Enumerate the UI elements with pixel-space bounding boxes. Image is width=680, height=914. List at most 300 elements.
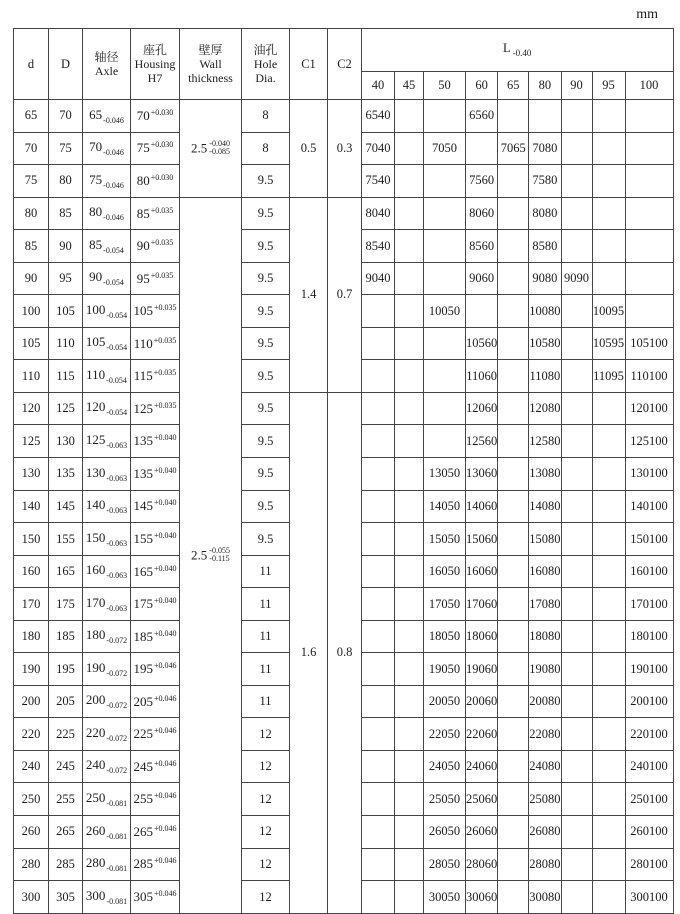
housing-value: 75 <box>136 140 150 156</box>
cell-L-90 <box>561 848 592 881</box>
cell-D: 255 <box>49 783 83 816</box>
cell-D: 145 <box>49 490 83 523</box>
cell-axle <box>83 230 131 263</box>
cell-L-50 <box>424 262 466 295</box>
cell-L-40: 8540 <box>362 230 395 263</box>
header-hole <box>242 29 290 100</box>
wall-value: 2.5 <box>191 140 208 156</box>
wall-tolerance-upper: -0.055 <box>209 545 230 555</box>
cell-D: 90 <box>49 230 83 263</box>
cell-L-90 <box>561 327 592 360</box>
cell-hole-dia: 11 <box>242 685 290 718</box>
cell-L-60: 28060 <box>466 848 498 881</box>
cell-L-95 <box>592 685 625 718</box>
cell-L-80: 7080 <box>529 132 561 165</box>
cell-L-80: 10080 <box>529 295 561 328</box>
housing-tolerance: +0.046 <box>153 693 177 703</box>
cell-L-65 <box>498 881 529 914</box>
cell-L-50: 16050 <box>424 555 466 588</box>
cell-d: 110 <box>14 360 49 393</box>
cell-L-60: 8060 <box>466 197 498 230</box>
header-L-col-50: 50 <box>424 72 466 100</box>
cell-L-50: 24050 <box>424 750 466 783</box>
cell-housing <box>131 816 180 849</box>
cell-housing <box>131 653 180 686</box>
cell-L-50: 15050 <box>424 523 466 556</box>
cell-wall-thickness <box>180 100 242 198</box>
cell-L-65 <box>498 718 529 751</box>
header-hole-zh: 油孔 <box>253 42 278 57</box>
housing-value: 70 <box>136 107 150 123</box>
cell-L-40 <box>362 360 395 393</box>
cell-L-90 <box>561 360 592 393</box>
housing-value: 245 <box>133 758 153 774</box>
cell-L-90 <box>561 881 592 914</box>
axle-value: 240 <box>85 757 106 773</box>
housing-tolerance: +0.035 <box>150 270 174 280</box>
cell-d: 300 <box>14 881 49 914</box>
axle-value: 170 <box>85 594 106 610</box>
cell-d: 130 <box>14 458 49 491</box>
wall-value: 2.5 <box>191 547 208 563</box>
cell-housing <box>131 100 180 133</box>
cell-housing <box>131 750 180 783</box>
cell-axle <box>83 588 131 621</box>
housing-value: 115 <box>133 368 153 384</box>
cell-hole-dia: 12 <box>242 750 290 783</box>
housing-value: 110 <box>133 335 153 351</box>
cell-L-50: 13050 <box>424 458 466 491</box>
header-D: D <box>49 29 83 100</box>
cell-L-40 <box>362 555 395 588</box>
cell-L-40 <box>362 653 395 686</box>
axle-value: 130 <box>85 464 106 480</box>
header-axle-zh: 轴径 <box>94 49 119 64</box>
cell-D: 130 <box>49 425 83 458</box>
cell-L-60: 25060 <box>466 783 498 816</box>
cell-D: 285 <box>49 848 83 881</box>
cell-hole-dia: 12 <box>242 783 290 816</box>
cell-L-100 <box>625 230 673 263</box>
cell-L-50 <box>424 327 466 360</box>
cell-housing <box>131 425 180 458</box>
cell-L-95 <box>592 750 625 783</box>
cell-L-45 <box>395 881 424 914</box>
cell-d: 80 <box>14 197 49 230</box>
cell-L-50: 22050 <box>424 718 466 751</box>
cell-L-95 <box>592 425 625 458</box>
cell-L-65 <box>498 848 529 881</box>
axle-value: 75 <box>89 171 103 187</box>
cell-axle <box>83 295 131 328</box>
cell-L-90 <box>561 392 592 425</box>
cell-L-45 <box>395 392 424 425</box>
cell-hole-dia: 12 <box>242 848 290 881</box>
housing-tolerance: +0.035 <box>150 205 174 215</box>
cell-L-95 <box>592 555 625 588</box>
cell-L-45 <box>395 718 424 751</box>
cell-D: 155 <box>49 523 83 556</box>
cell-d: 100 <box>14 295 49 328</box>
cell-L-100: 160100 <box>625 555 673 588</box>
cell-L-80: 15080 <box>529 523 561 556</box>
axle-value: 280 <box>85 855 106 871</box>
header-c2: C2 <box>328 29 362 100</box>
cell-L-40 <box>362 588 395 621</box>
cell-L-80: 30080 <box>529 881 561 914</box>
cell-L-100: 250100 <box>625 783 673 816</box>
axle-tolerance: -0.063 <box>106 473 128 483</box>
cell-L-90 <box>561 165 592 198</box>
header-L-col-90: 90 <box>561 72 592 100</box>
cell-L-65: 7065 <box>498 132 529 165</box>
cell-L-60: 11060 <box>466 360 498 393</box>
housing-value: 305 <box>133 889 153 905</box>
cell-L-100: 150100 <box>625 523 673 556</box>
housing-tolerance: +0.046 <box>153 889 177 899</box>
cell-L-80: 11080 <box>529 360 561 393</box>
cell-housing <box>131 490 180 523</box>
cell-hole-dia: 8 <box>242 100 290 133</box>
cell-L-95 <box>592 653 625 686</box>
cell-L-50: 10050 <box>424 295 466 328</box>
axle-value: 125 <box>85 432 106 448</box>
wall-tolerance <box>209 547 230 564</box>
axle-tolerance: -0.063 <box>106 441 128 451</box>
cell-axle <box>83 425 131 458</box>
cell-L-40 <box>362 620 395 653</box>
cell-L-100: 190100 <box>625 653 673 686</box>
cell-L-80: 10580 <box>529 327 561 360</box>
cell-axle <box>83 392 131 425</box>
cell-axle <box>83 132 131 165</box>
housing-value: 255 <box>133 791 153 807</box>
cell-L-45 <box>395 555 424 588</box>
cell-L-65 <box>498 230 529 263</box>
cell-L-60: 9060 <box>466 262 498 295</box>
cell-D: 195 <box>49 653 83 686</box>
axle-value: 250 <box>85 790 106 806</box>
cell-L-100: 300100 <box>625 881 673 914</box>
cell-L-45 <box>395 816 424 849</box>
cell-d: 220 <box>14 718 49 751</box>
cell-L-45 <box>395 490 424 523</box>
cell-d: 250 <box>14 783 49 816</box>
axle-tolerance: -0.072 <box>106 668 128 678</box>
cell-L-65 <box>498 262 529 295</box>
cell-d: 75 <box>14 165 49 198</box>
cell-D: 225 <box>49 718 83 751</box>
axle-value: 100 <box>85 301 106 317</box>
header-wall-en2: thickness <box>188 71 233 86</box>
axle-tolerance: -0.054 <box>103 278 124 288</box>
wall-tolerance-lower: -0.115 <box>209 554 230 564</box>
cell-L-65 <box>498 653 529 686</box>
cell-L-45 <box>395 458 424 491</box>
cell-hole-dia: 11 <box>242 653 290 686</box>
axle-value: 90 <box>89 269 103 285</box>
cell-L-50: 7050 <box>424 132 466 165</box>
axle-tolerance: -0.054 <box>106 408 128 418</box>
header-axle-en: Axle <box>94 64 119 78</box>
cell-L-40 <box>362 685 395 718</box>
cell-d: 190 <box>14 653 49 686</box>
cell-L-80: 16080 <box>529 555 561 588</box>
housing-tolerance: +0.030 <box>150 172 174 182</box>
cell-L-40 <box>362 295 395 328</box>
cell-L-100: 130100 <box>625 458 673 491</box>
cell-L-45 <box>395 327 424 360</box>
cell-D: 125 <box>49 392 83 425</box>
cell-L-95 <box>592 132 625 165</box>
cell-L-90 <box>561 523 592 556</box>
cell-L-50 <box>424 392 466 425</box>
cell-c2: 0.8 <box>328 392 362 913</box>
cell-axle <box>83 816 131 849</box>
cell-L-40 <box>362 425 395 458</box>
cell-L-80: 12580 <box>529 425 561 458</box>
cell-L-100: 240100 <box>625 750 673 783</box>
axle-tolerance: -0.072 <box>106 636 128 646</box>
cell-D: 115 <box>49 360 83 393</box>
cell-c1: 0.5 <box>290 100 328 198</box>
cell-L-90 <box>561 685 592 718</box>
cell-D: 110 <box>49 327 83 360</box>
cell-c1: 1.4 <box>290 197 328 392</box>
housing-value: 165 <box>133 563 153 579</box>
axle-tolerance: -0.081 <box>106 799 128 809</box>
housing-tolerance: +0.035 <box>153 303 177 313</box>
axle-value: 80 <box>89 204 103 220</box>
axle-tolerance: -0.054 <box>106 343 128 353</box>
cell-L-100: 120100 <box>625 392 673 425</box>
cell-axle <box>83 458 131 491</box>
cell-L-60: 19060 <box>466 653 498 686</box>
cell-L-65 <box>498 685 529 718</box>
axle-tolerance: -0.072 <box>106 766 128 776</box>
cell-L-40 <box>362 816 395 849</box>
header-L-col-40: 40 <box>362 72 395 100</box>
cell-L-80: 12080 <box>529 392 561 425</box>
cell-D: 245 <box>49 750 83 783</box>
header-housing-en: Housing <box>134 56 176 71</box>
cell-L-40 <box>362 490 395 523</box>
cell-L-95 <box>592 588 625 621</box>
cell-housing <box>131 588 180 621</box>
cell-housing <box>131 360 180 393</box>
cell-axle <box>83 881 131 914</box>
cell-D: 105 <box>49 295 83 328</box>
housing-value: 265 <box>133 823 153 839</box>
cell-housing <box>131 685 180 718</box>
cell-axle <box>83 360 131 393</box>
cell-L-45 <box>395 360 424 393</box>
axle-tolerance: -0.072 <box>106 733 128 743</box>
unit-label: mm <box>636 7 658 22</box>
cell-L-50: 20050 <box>424 685 466 718</box>
cell-hole-dia: 9.5 <box>242 425 290 458</box>
cell-L-95 <box>592 881 625 914</box>
axle-value: 140 <box>85 497 106 513</box>
cell-L-45 <box>395 653 424 686</box>
cell-L-60: 16060 <box>466 555 498 588</box>
housing-tolerance: +0.040 <box>153 498 177 508</box>
cell-L-65 <box>498 165 529 198</box>
axle-tolerance: -0.046 <box>103 213 124 223</box>
cell-d: 160 <box>14 555 49 588</box>
cell-d: 65 <box>14 100 49 133</box>
cell-hole-dia: 12 <box>242 881 290 914</box>
cell-L-65 <box>498 360 529 393</box>
cell-L-100: 180100 <box>625 620 673 653</box>
table-row <box>14 197 674 230</box>
cell-L-45 <box>395 165 424 198</box>
cell-housing <box>131 165 180 198</box>
axle-tolerance: -0.054 <box>103 245 124 255</box>
housing-value: 175 <box>133 596 153 612</box>
cell-L-45 <box>395 685 424 718</box>
axle-tolerance: -0.081 <box>106 896 128 906</box>
cell-hole-dia: 11 <box>242 588 290 621</box>
cell-L-40 <box>362 718 395 751</box>
housing-tolerance: +0.046 <box>153 726 177 736</box>
cell-L-80: 13080 <box>529 458 561 491</box>
cell-axle <box>83 197 131 230</box>
housing-tolerance: +0.046 <box>153 791 177 801</box>
table-row <box>14 392 674 425</box>
cell-hole-dia: 9.5 <box>242 327 290 360</box>
cell-L-45 <box>395 230 424 263</box>
cell-L-45 <box>395 588 424 621</box>
axle-tolerance: -0.063 <box>106 538 128 548</box>
cell-L-95 <box>592 718 625 751</box>
cell-d: 90 <box>14 262 49 295</box>
cell-L-100 <box>625 295 673 328</box>
cell-L-100: 170100 <box>625 588 673 621</box>
cell-L-80: 8580 <box>529 230 561 263</box>
cell-L-65 <box>498 327 529 360</box>
header-d: d <box>14 29 49 100</box>
cell-L-40: 7540 <box>362 165 395 198</box>
cell-L-50: 26050 <box>424 816 466 849</box>
cell-c1: 1.6 <box>290 392 328 913</box>
cell-housing <box>131 848 180 881</box>
cell-hole-dia: 9.5 <box>242 490 290 523</box>
cell-L-60: 12060 <box>466 392 498 425</box>
cell-axle <box>83 100 131 133</box>
cell-D: 305 <box>49 881 83 914</box>
cell-L-90 <box>561 100 592 133</box>
cell-L-80: 14080 <box>529 490 561 523</box>
cell-L-80: 9080 <box>529 262 561 295</box>
cell-L-50 <box>424 230 466 263</box>
housing-tolerance: +0.040 <box>153 433 177 443</box>
axle-value: 120 <box>85 399 106 415</box>
cell-d: 70 <box>14 132 49 165</box>
cell-L-40 <box>362 458 395 491</box>
cell-hole-dia: 8 <box>242 132 290 165</box>
cell-hole-dia: 9.5 <box>242 230 290 263</box>
cell-L-50: 28050 <box>424 848 466 881</box>
cell-L-40 <box>362 523 395 556</box>
cell-L-100: 140100 <box>625 490 673 523</box>
cell-L-60: 17060 <box>466 588 498 621</box>
axle-value: 85 <box>89 236 103 252</box>
cell-L-95 <box>592 620 625 653</box>
cell-axle <box>83 783 131 816</box>
cell-d: 240 <box>14 750 49 783</box>
cell-L-65 <box>498 425 529 458</box>
cell-hole-dia: 9.5 <box>242 295 290 328</box>
housing-tolerance: +0.030 <box>150 107 174 117</box>
cell-housing <box>131 458 180 491</box>
housing-tolerance: +0.040 <box>153 596 177 606</box>
cell-L-60: 26060 <box>466 816 498 849</box>
cell-d: 170 <box>14 588 49 621</box>
axle-value: 200 <box>85 692 106 708</box>
cell-L-95 <box>592 262 625 295</box>
header-hole-en: Hole <box>253 56 278 71</box>
cell-L-90 <box>561 750 592 783</box>
cell-L-90 <box>561 718 592 751</box>
cell-L-60 <box>466 295 498 328</box>
housing-tolerance: +0.040 <box>153 531 177 540</box>
cell-L-40 <box>362 750 395 783</box>
cell-D: 205 <box>49 685 83 718</box>
cell-L-95 <box>592 458 625 491</box>
cell-L-45 <box>395 425 424 458</box>
cell-L-65 <box>498 490 529 523</box>
cell-hole-dia: 9.5 <box>242 165 290 198</box>
cell-L-60: 13060 <box>466 458 498 491</box>
cell-housing <box>131 523 180 556</box>
cell-L-65 <box>498 783 529 816</box>
axle-tolerance: -0.046 <box>103 148 124 158</box>
cell-L-100: 220100 <box>625 718 673 751</box>
cell-L-45 <box>395 262 424 295</box>
header-L-col-100: 100 <box>625 72 673 100</box>
cell-axle <box>83 620 131 653</box>
cell-L-100: 105100 <box>625 327 673 360</box>
cell-L-40 <box>362 848 395 881</box>
axle-tolerance: -0.054 <box>106 310 128 320</box>
housing-value: 80 <box>136 172 150 188</box>
wall-tolerance <box>209 140 230 157</box>
cell-axle <box>83 718 131 751</box>
cell-L-50: 18050 <box>424 620 466 653</box>
cell-d: 280 <box>14 848 49 881</box>
cell-L-40 <box>362 783 395 816</box>
cell-L-100: 110100 <box>625 360 673 393</box>
cell-L-90 <box>561 425 592 458</box>
cell-L-60: 8560 <box>466 230 498 263</box>
cell-L-65 <box>498 750 529 783</box>
cell-L-50: 17050 <box>424 588 466 621</box>
axle-value: 110 <box>86 366 106 382</box>
housing-value: 195 <box>133 661 153 677</box>
cell-axle <box>83 262 131 295</box>
cell-L-80: 26080 <box>529 816 561 849</box>
axle-tolerance: -0.063 <box>106 506 128 516</box>
cell-L-60: 14060 <box>466 490 498 523</box>
cell-housing <box>131 197 180 230</box>
cell-housing <box>131 718 180 751</box>
cell-L-65 <box>498 197 529 230</box>
cell-d: 150 <box>14 523 49 556</box>
cell-L-95 <box>592 783 625 816</box>
header-housing <box>131 29 180 100</box>
axle-tolerance: -0.046 <box>103 115 124 125</box>
